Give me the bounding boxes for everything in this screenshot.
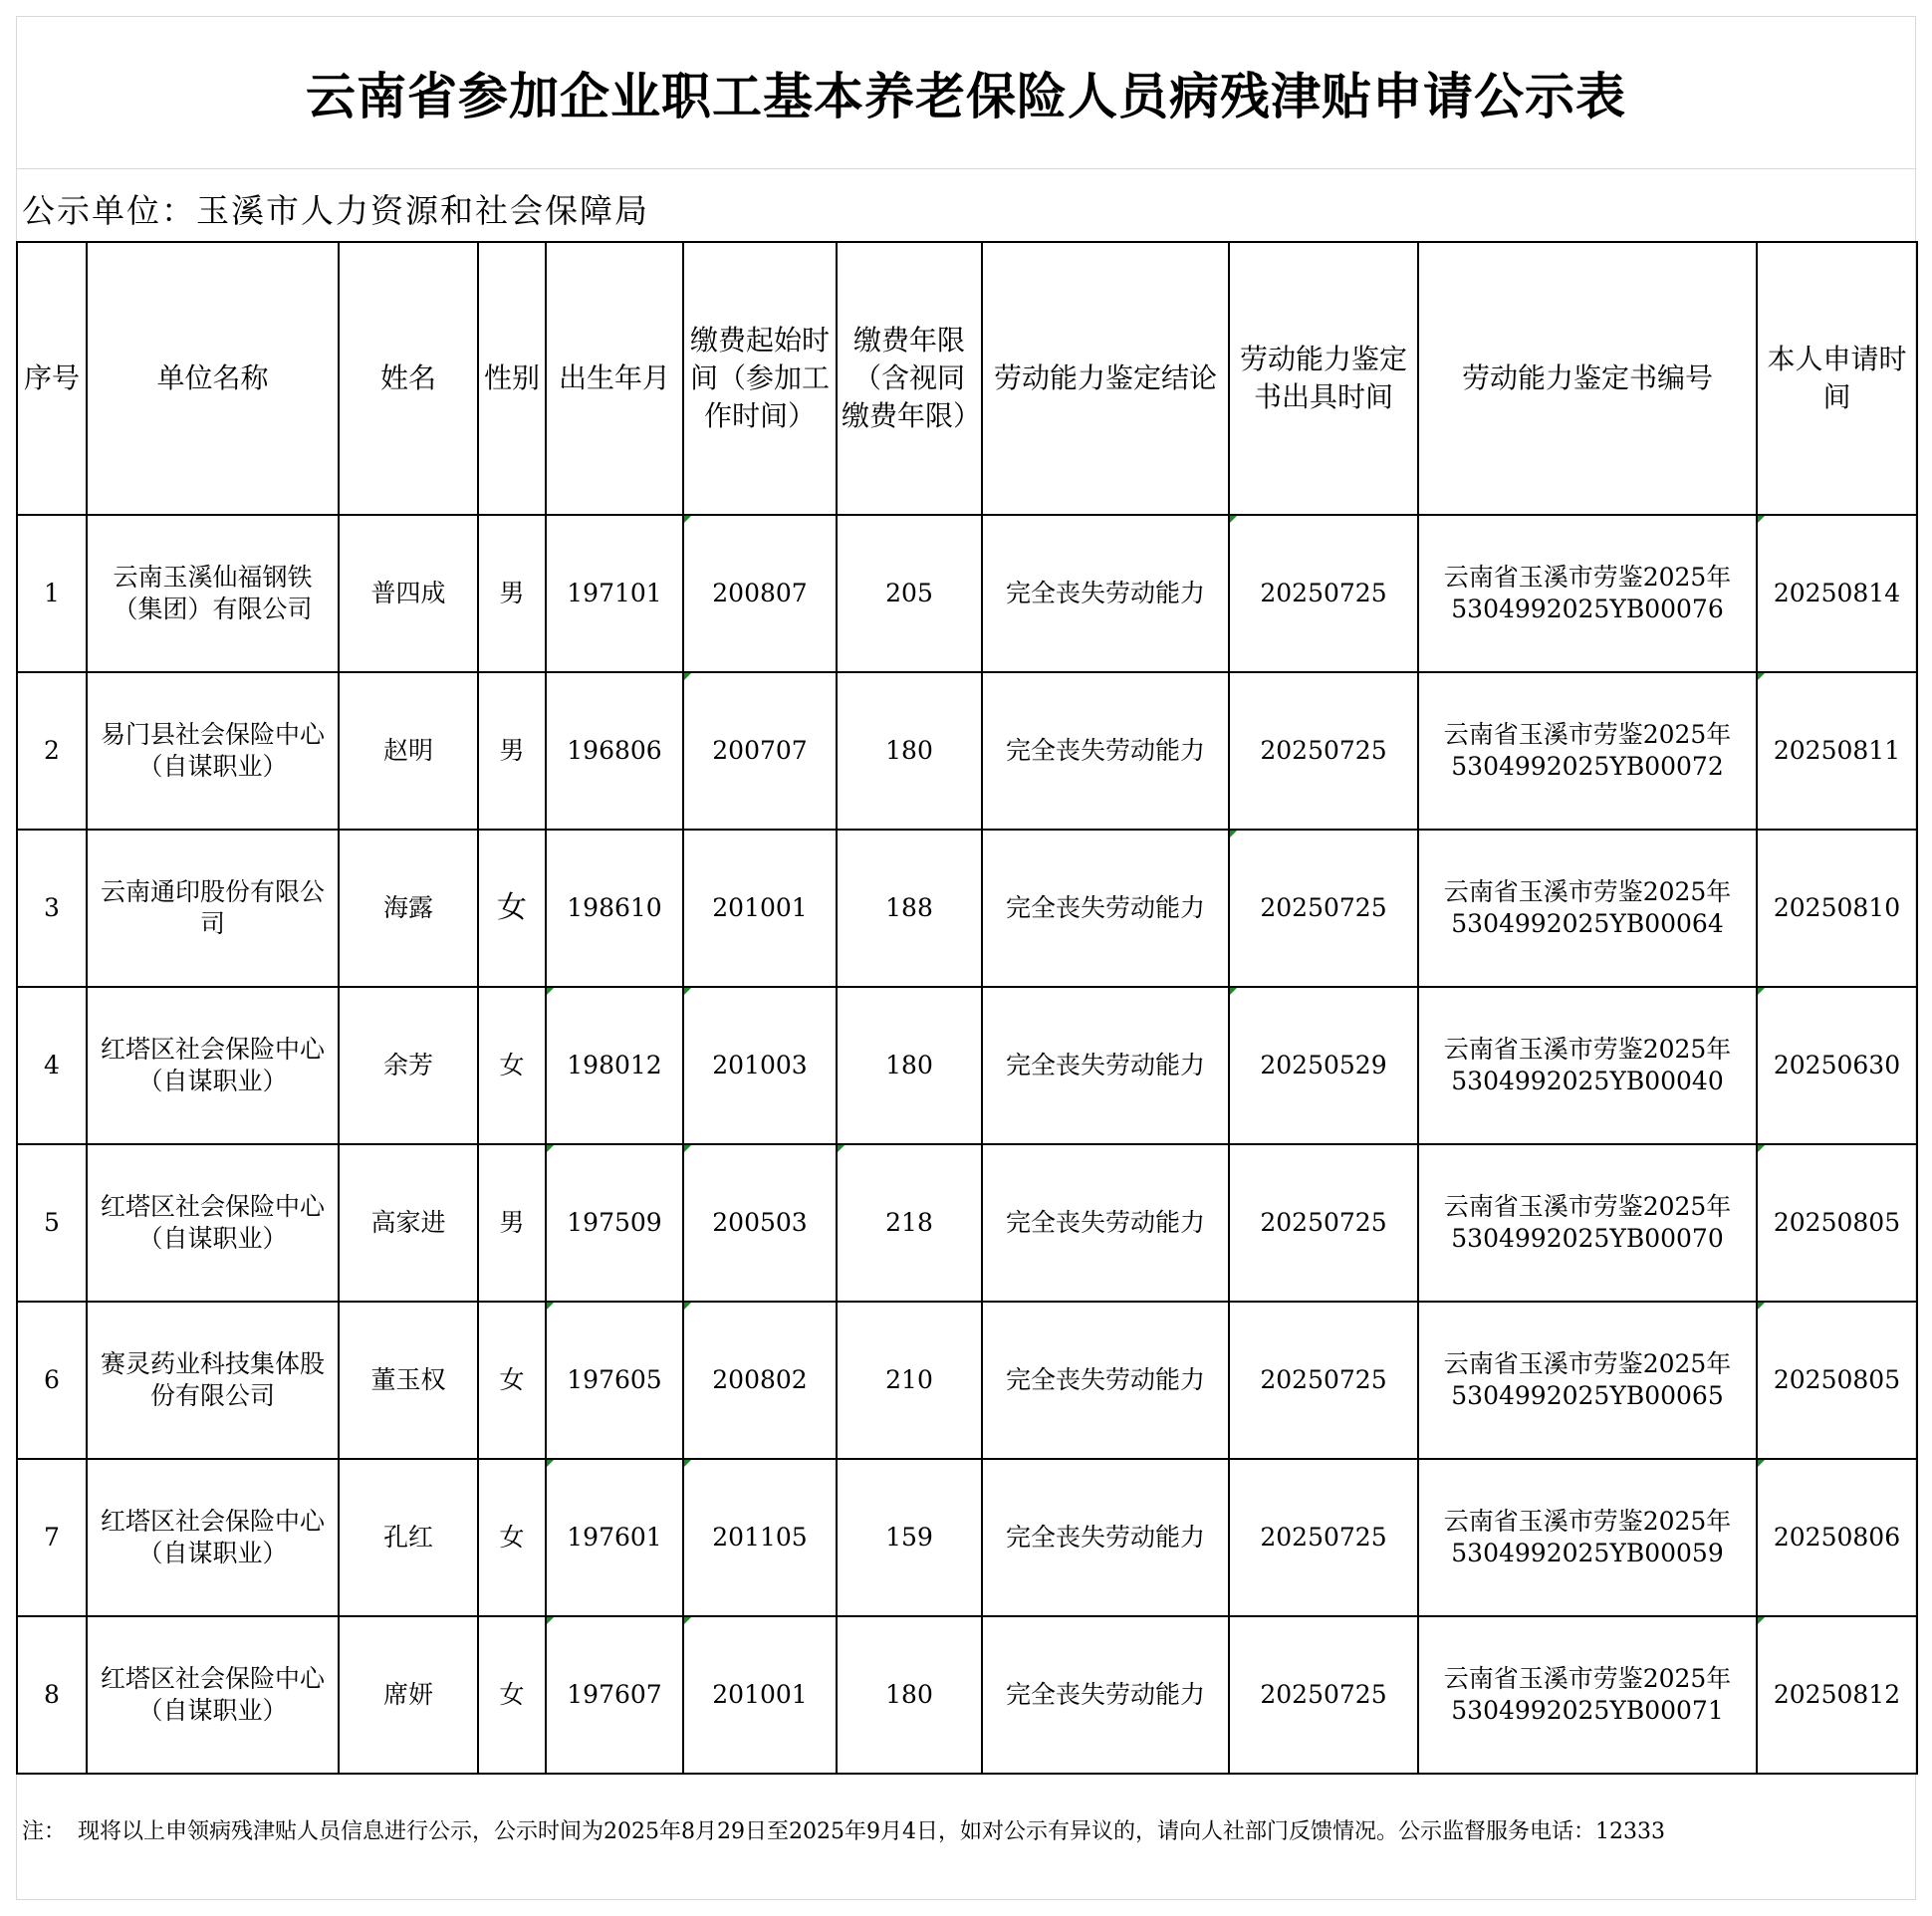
table-row: [17, 830, 1917, 987]
table-row: [17, 515, 1917, 672]
cell-conclusion: 完全丧失劳动能力: [982, 987, 1229, 1144]
cell-company: 红塔区社会保险中心（自谋职业）: [87, 1616, 339, 1774]
cell-company: 易门县社会保险中心（自谋职业）: [87, 672, 339, 830]
cell-cert-date: 20250725: [1229, 515, 1418, 672]
cell-pay-years: 210: [837, 1302, 982, 1459]
cell-company: 红塔区社会保险中心（自谋职业）: [87, 1144, 339, 1302]
cert-no-line-2: 5304992025YB00064: [1451, 909, 1724, 938]
cell-pay-years: 180: [837, 672, 982, 830]
cell-conclusion: 完全丧失劳动能力: [982, 515, 1229, 672]
table-row: [17, 672, 1917, 830]
cell-conclusion: 完全丧失劳动能力: [982, 1302, 1229, 1459]
cell-apply-date: 20250810: [1757, 830, 1917, 987]
cell-birth: 197601: [546, 1459, 683, 1616]
table-row: [17, 1144, 1917, 1302]
header-index: 序号: [17, 242, 87, 515]
cell-gender: 女: [478, 987, 546, 1144]
cell-name: 海露: [339, 830, 478, 987]
cell-pay-start: 200802: [683, 1302, 837, 1459]
table-row: [17, 1302, 1917, 1459]
cell-conclusion: 完全丧失劳动能力: [982, 672, 1229, 830]
cert-no-line-1: 云南省玉溪市劳鉴2025年: [1443, 1349, 1732, 1378]
footnote: [22, 1816, 1894, 1848]
cell-pay-start: 200503: [683, 1144, 837, 1302]
cell-gender: 女: [478, 1616, 546, 1774]
cell-index: 8: [17, 1616, 87, 1774]
cell-company: 红塔区社会保险中心（自谋职业）: [87, 1459, 339, 1616]
cell-name: 高家进: [339, 1144, 478, 1302]
cell-cert-no: [1418, 830, 1757, 987]
cert-no-line-2: 5304992025YB00072: [1451, 752, 1724, 781]
cell-pay-years: 205: [837, 515, 982, 672]
cert-no-line-1: 云南省玉溪市劳鉴2025年: [1443, 720, 1732, 749]
cell-index: 2: [17, 672, 87, 830]
cell-birth: 198012: [546, 987, 683, 1144]
cert-no-line-2: 5304992025YB00059: [1451, 1539, 1724, 1567]
header-cert-no: 劳动能力鉴定书编号: [1418, 242, 1757, 515]
cell-name: 余芳: [339, 987, 478, 1144]
cell-gender: 女: [478, 830, 546, 987]
cell-birth: 197607: [546, 1616, 683, 1774]
announcement-table: [16, 241, 1918, 1775]
cell-apply-date: 20250630: [1757, 987, 1917, 1144]
cell-gender: 男: [478, 515, 546, 672]
cell-index: 3: [17, 830, 87, 987]
cert-no-line-2: 5304992025YB00070: [1451, 1224, 1724, 1253]
cell-pay-years: 188: [837, 830, 982, 987]
cert-no-line-1: 云南省玉溪市劳鉴2025年: [1443, 563, 1732, 592]
cell-pay-years: 159: [837, 1459, 982, 1616]
cell-index: 1: [17, 515, 87, 672]
header-pay-start: 缴费起始时间（参加工作时间）: [683, 242, 837, 515]
cell-cert-no: [1418, 987, 1757, 1144]
cell-apply-date: 20250805: [1757, 1144, 1917, 1302]
cell-cert-no: [1418, 1302, 1757, 1459]
cell-cert-date: 20250725: [1229, 1144, 1418, 1302]
cell-company: 赛灵药业科技集体股份有限公司: [87, 1302, 339, 1459]
cert-no-line-1: 云南省玉溪市劳鉴2025年: [1443, 877, 1732, 906]
page-title: 云南省参加企业职工基本养老保险人员病残津贴申请公示表: [306, 67, 1626, 125]
cell-name: 赵明: [339, 672, 478, 830]
cell-apply-date: 20250811: [1757, 672, 1917, 830]
publishing-unit: 公示单位：玉溪市人力资源和社会保障局: [22, 191, 649, 230]
cell-apply-date: 20250805: [1757, 1302, 1917, 1459]
cell-name: 普四成: [339, 515, 478, 672]
cert-no-line-2: 5304992025YB00071: [1451, 1696, 1724, 1725]
cell-company: 红塔区社会保险中心（自谋职业）: [87, 987, 339, 1144]
cell-index: 4: [17, 987, 87, 1144]
header-name: 姓名: [339, 242, 478, 515]
cell-cert-date: 20250725: [1229, 672, 1418, 830]
cell-cert-no: [1418, 672, 1757, 830]
cell-name: 孔红: [339, 1459, 478, 1616]
cert-no-line-1: 云南省玉溪市劳鉴2025年: [1443, 1192, 1732, 1221]
footnote-label: 注：: [22, 1819, 67, 1844]
cell-index: 6: [17, 1302, 87, 1459]
cell-cert-no: [1418, 1144, 1757, 1302]
cell-company: 云南玉溪仙福钢铁（集团）有限公司: [87, 515, 339, 672]
cell-cert-date: 20250725: [1229, 830, 1418, 987]
cell-gender: 男: [478, 1144, 546, 1302]
cell-cert-no: [1418, 1459, 1757, 1616]
cell-pay-start: 201001: [683, 830, 837, 987]
cell-conclusion: 完全丧失劳动能力: [982, 1616, 1229, 1774]
cell-cert-no: [1418, 515, 1757, 672]
cell-pay-start: 201001: [683, 1616, 837, 1774]
table-row: [17, 1616, 1917, 1774]
cell-cert-date: 20250725: [1229, 1459, 1418, 1616]
cell-birth: 197101: [546, 515, 683, 672]
cell-cert-no: [1418, 1616, 1757, 1774]
cell-pay-start: 200707: [683, 672, 837, 830]
cell-pay-start: 201105: [683, 1459, 837, 1616]
cell-conclusion: 完全丧失劳动能力: [982, 1144, 1229, 1302]
header-pay-years: 缴费年限（含视同缴费年限）: [837, 242, 982, 515]
cell-pay-years: 218: [837, 1144, 982, 1302]
header-gender: 性别: [478, 242, 546, 515]
cell-conclusion: 完全丧失劳动能力: [982, 1459, 1229, 1616]
cert-no-line-2: 5304992025YB00040: [1451, 1067, 1724, 1095]
cell-cert-date: 20250529: [1229, 987, 1418, 1144]
cell-gender: 女: [478, 1302, 546, 1459]
cell-conclusion: 完全丧失劳动能力: [982, 830, 1229, 987]
table-row: [17, 1459, 1917, 1616]
cell-birth: 198610: [546, 830, 683, 987]
cell-apply-date: 20250812: [1757, 1616, 1917, 1774]
header-company: 单位名称: [87, 242, 339, 515]
cell-index: 7: [17, 1459, 87, 1616]
header-birth: 出生年月: [546, 242, 683, 515]
cert-no-line-1: 云南省玉溪市劳鉴2025年: [1443, 1035, 1732, 1064]
cell-name: 董玉权: [339, 1302, 478, 1459]
header-row: [17, 242, 1917, 515]
cell-apply-date: 20250806: [1757, 1459, 1917, 1616]
cell-pay-years: 180: [837, 1616, 982, 1774]
cert-no-line-2: 5304992025YB00076: [1451, 595, 1724, 623]
cell-birth: 196806: [546, 672, 683, 830]
cert-no-line-2: 5304992025YB00065: [1451, 1381, 1724, 1410]
cell-gender: 女: [478, 1459, 546, 1616]
cell-birth: 197605: [546, 1302, 683, 1459]
cert-no-line-1: 云南省玉溪市劳鉴2025年: [1443, 1664, 1732, 1693]
header-conclusion: 劳动能力鉴定结论: [982, 242, 1229, 515]
cell-pay-years: 180: [837, 987, 982, 1144]
cell-name: 席妍: [339, 1616, 478, 1774]
table-row: [17, 987, 1917, 1144]
cell-cert-date: 20250725: [1229, 1616, 1418, 1774]
header-cert-date: 劳动能力鉴定书出具时间: [1229, 242, 1418, 515]
cell-apply-date: 20250814: [1757, 515, 1917, 672]
title-row: [16, 16, 1916, 169]
cell-pay-start: 201003: [683, 987, 837, 1144]
header-apply-date: 本人申请时间: [1757, 242, 1917, 515]
cell-gender: 男: [478, 672, 546, 830]
cell-birth: 197509: [546, 1144, 683, 1302]
cell-index: 5: [17, 1144, 87, 1302]
footnote-text: 现将以上申领病残津贴人员信息进行公示，公示时间为2025年8月29日至2025年9月4日，如对公示有异议的，请向人社部门反馈情况。公示监督服务电话：12333: [78, 1819, 1665, 1844]
cell-pay-start: 200807: [683, 515, 837, 672]
cert-no-line-1: 云南省玉溪市劳鉴2025年: [1443, 1507, 1732, 1536]
cell-cert-date: 20250725: [1229, 1302, 1418, 1459]
cell-company: 云南通印股份有限公司: [87, 830, 339, 987]
